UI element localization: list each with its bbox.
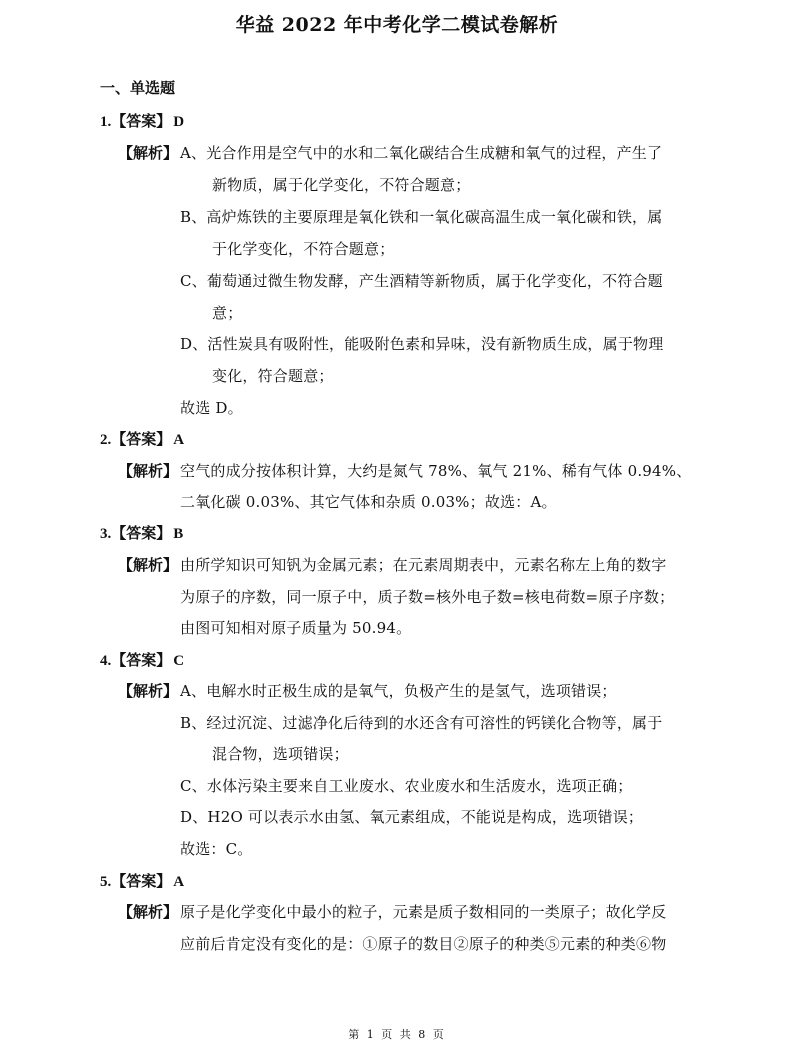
answer-tag: 【答案】 — [111, 432, 172, 448]
question-number: 1. — [100, 114, 112, 130]
analysis-tag: 【解析】 — [118, 144, 179, 162]
question-number: 2. — [100, 432, 112, 448]
analysis-line: 故选 D。 — [180, 399, 243, 417]
question-number: 5. — [100, 874, 112, 890]
answer-heading-5 — [100, 870, 184, 891]
analysis-line: 新物质，属于化学变化，不符合题意； — [212, 176, 471, 194]
answer-heading-2 — [100, 428, 184, 449]
analysis-tag: 【解析】 — [118, 556, 179, 574]
answer-tag: 【答案】 — [111, 653, 172, 669]
analysis-line: A、光合作用是空气中的水和二氧化碳结合生成糖和氧气的过程，产生了 — [180, 144, 663, 162]
analysis-line: D、活性炭具有吸附性，能吸附色素和异味，没有新物质生成，属于物理 — [180, 335, 664, 353]
analysis-tag: 【解析】 — [118, 462, 179, 480]
analysis-line: 原子是化学变化中最小的粒子，元素是质子数相同的一类原子；故化学反 — [180, 903, 667, 921]
answer-letter: D — [173, 114, 185, 130]
analysis-line: D、H2O 可以表示水由氢、氧元素组成，不能说是构成，选项错误； — [180, 808, 644, 826]
analysis-line: 故选：C。 — [180, 840, 253, 858]
analysis-line: C、水体污染主要来自工业废水、农业废水和生活废水，选项正确； — [180, 777, 633, 795]
answer-letter: A — [173, 874, 185, 890]
answer-heading-1 — [100, 110, 184, 131]
answer-heading-3 — [100, 522, 183, 543]
analysis-line: 应前后肯定没有变化的是：①原子的数目②原子的种类⑤元素的种类⑥物 — [180, 935, 667, 953]
answer-letter: C — [173, 653, 185, 669]
analysis-line: 意； — [212, 304, 243, 322]
analysis-line: A、电解水时正极生成的是氧气，负极产生的是氢气，选项错误； — [180, 682, 617, 700]
analysis-line: 变化，符合题意； — [212, 367, 334, 385]
analysis-line: 混合物，选项错误； — [212, 745, 349, 763]
analysis-tag: 【解析】 — [118, 682, 179, 700]
page-footer: 第 1 页 共 8 页 — [348, 1028, 446, 1041]
analysis-line: 由所学知识可知钒为金属元素；在元素周期表中，元素名称左上角的数字 — [180, 556, 667, 574]
answer-letter: B — [173, 526, 184, 542]
question-number: 3. — [100, 526, 112, 542]
answer-tag: 【答案】 — [111, 114, 172, 130]
answer-tag: 【答案】 — [111, 526, 172, 542]
analysis-line: 于化学变化，不符合题意； — [212, 240, 395, 258]
analysis-line: C、葡萄通过微生物发酵，产生酒精等新物质，属于化学变化，不符合题 — [180, 272, 663, 290]
section-heading: 一、单选题 — [100, 79, 176, 97]
analysis-line: 由图可知相对原子质量为 50.94。 — [180, 619, 412, 637]
analysis-line: B、经过沉淀、过滤净化后待到的水还含有可溶性的钙镁化合物等，属于 — [180, 714, 663, 732]
analysis-line: B、高炉炼铁的主要原理是氧化铁和一氧化碳高温生成一氧化碳和铁，属 — [180, 208, 663, 226]
analysis-line: 空气的成分按体积计算，大约是氮气 78%、氧气 21%、稀有气体 0.94%、 — [180, 462, 692, 480]
question-number: 4. — [100, 653, 112, 669]
answer-tag: 【答案】 — [111, 874, 172, 890]
answer-heading-4 — [100, 649, 184, 670]
analysis-line: 二氧化碳 0.03%、其它气体和杂质 0.03%；故选：A。 — [180, 493, 557, 511]
analysis-line: 为原子的序数，同一原子中，质子数=核外电子数=核电荷数=原子序数； — [180, 588, 675, 606]
page-title: 华益 2022 年中考化学二模试卷解析 — [235, 14, 559, 36]
answer-letter: A — [173, 432, 185, 448]
analysis-tag: 【解析】 — [118, 903, 179, 921]
